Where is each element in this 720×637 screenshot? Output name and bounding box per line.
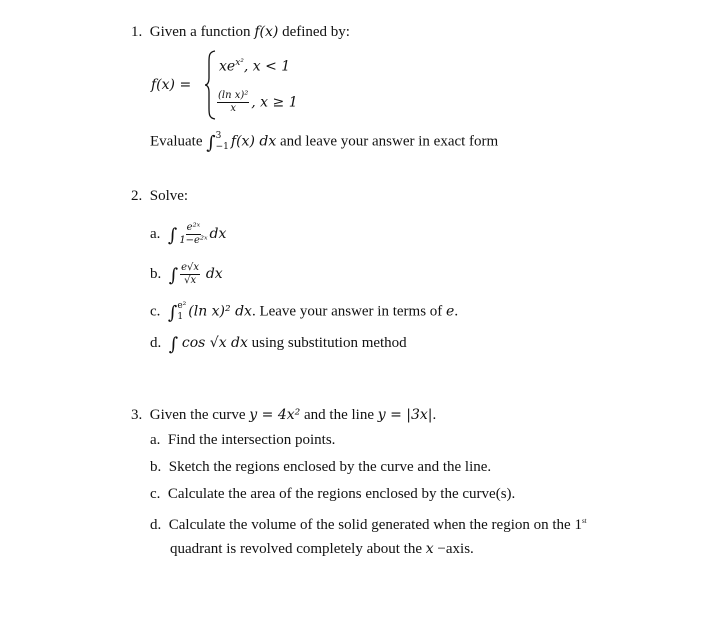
case1-cond: , x < 1 <box>243 58 291 75</box>
q2a-fraction <box>179 222 207 247</box>
q3d-label: d. <box>150 517 162 533</box>
q2a-den: 1−e²ˣ <box>179 235 208 246</box>
q3c-text: Calculate the area of the regions enclosed by the curve(s). <box>167 486 516 502</box>
q2c-lower: 1 <box>177 312 184 322</box>
q3a-label: a. <box>150 432 161 448</box>
q2-c <box>150 301 458 323</box>
q2d-label: d. <box>150 335 162 351</box>
case2-den: x <box>230 103 236 114</box>
q1-lhs: f(x) = <box>151 77 192 93</box>
q2c-e: e <box>446 303 455 320</box>
q2-d <box>150 334 407 354</box>
case2-fraction <box>217 90 249 115</box>
q2a-label: a. <box>150 225 161 242</box>
q3-number: 3. <box>131 407 143 423</box>
q1-intro: Given a function <box>149 24 255 40</box>
eval-upper: 3 <box>215 131 222 141</box>
q3-mid: and the line <box>300 407 378 423</box>
q1-evaluate <box>150 131 498 153</box>
integral-sign: ∫ <box>168 334 179 355</box>
q3d-text: Calculate the volume of the solid generated when the region on the 1 <box>168 517 582 533</box>
q3-line: y = |3x| <box>377 407 433 423</box>
integral-sign: ∫ <box>167 224 178 246</box>
eval-lower: −1 <box>215 142 229 152</box>
case2-num: (ln x)² <box>218 90 249 101</box>
q2d-post: using substitution method <box>247 335 407 351</box>
q1-number: 1. <box>131 24 143 40</box>
q2a-dx: dx <box>209 225 227 242</box>
q3b-label: b. <box>150 459 162 475</box>
q3-pre: Given the curve <box>149 407 250 423</box>
q3-end: . <box>432 407 437 423</box>
q3b-text: Sketch the regions enclosed by the curve and the line. <box>168 459 492 475</box>
q2c-expr: (ln x)² dx <box>188 303 252 320</box>
q3d-axis: x <box>425 541 434 557</box>
q3-a <box>150 431 335 449</box>
q1-case-1 <box>219 54 290 76</box>
q2a-num: e²ˣ <box>186 222 201 233</box>
q2d-expr: cos √x dx <box>181 335 248 351</box>
q3-curve: y = 4x² <box>249 407 301 423</box>
q2-number: 2. <box>131 188 143 204</box>
q3c-label: c. <box>150 486 161 502</box>
q2c-upper: e² <box>177 301 187 311</box>
q3a-text: Find the intersection points. <box>167 432 336 448</box>
q2-b <box>150 262 223 287</box>
q2b-fraction <box>180 262 200 287</box>
case1-expr: xe <box>219 58 236 75</box>
q3-d-continued <box>170 540 474 558</box>
q2-title: Solve: <box>149 188 189 204</box>
eval-pre: Evaluate <box>150 133 207 150</box>
q3d-text3: −axis. <box>433 541 474 557</box>
q3d-sup: st <box>581 517 587 525</box>
eval-limits <box>216 131 229 153</box>
q3d-text2: quadrant is revolved completely about the <box>170 541 426 557</box>
q2b-label: b. <box>150 265 162 282</box>
q1-case-2 <box>215 90 298 115</box>
q2c-label: c. <box>150 303 161 320</box>
q2c-end: . <box>454 303 459 320</box>
q2c-post: . Leave your answer in terms of <box>251 303 447 320</box>
eval-post: and leave your answer in exact form <box>276 133 499 150</box>
integral-sign: ∫ <box>167 302 178 324</box>
eval-expr: f(x) dx <box>230 133 277 150</box>
q3-b <box>150 458 491 476</box>
integral-sign: ∫ <box>168 264 179 286</box>
q2b-dx: dx <box>205 265 223 282</box>
case1-sup: x² <box>235 58 244 68</box>
question-2 <box>131 187 188 205</box>
integral-sign: ∫ <box>206 132 216 154</box>
q2-a <box>150 222 226 247</box>
q2c-limits <box>177 301 186 323</box>
case2-cond: , x ≥ 1 <box>251 94 298 111</box>
q1-intro-end: defined by: <box>278 24 350 40</box>
q2b-num: e√x <box>181 262 200 273</box>
q3-d <box>150 512 587 534</box>
question-1 <box>131 23 350 41</box>
q1-fx: f(x) <box>254 24 279 40</box>
q2b-den: √x <box>184 275 197 286</box>
q3-c <box>150 485 515 503</box>
question-3 <box>131 406 436 424</box>
